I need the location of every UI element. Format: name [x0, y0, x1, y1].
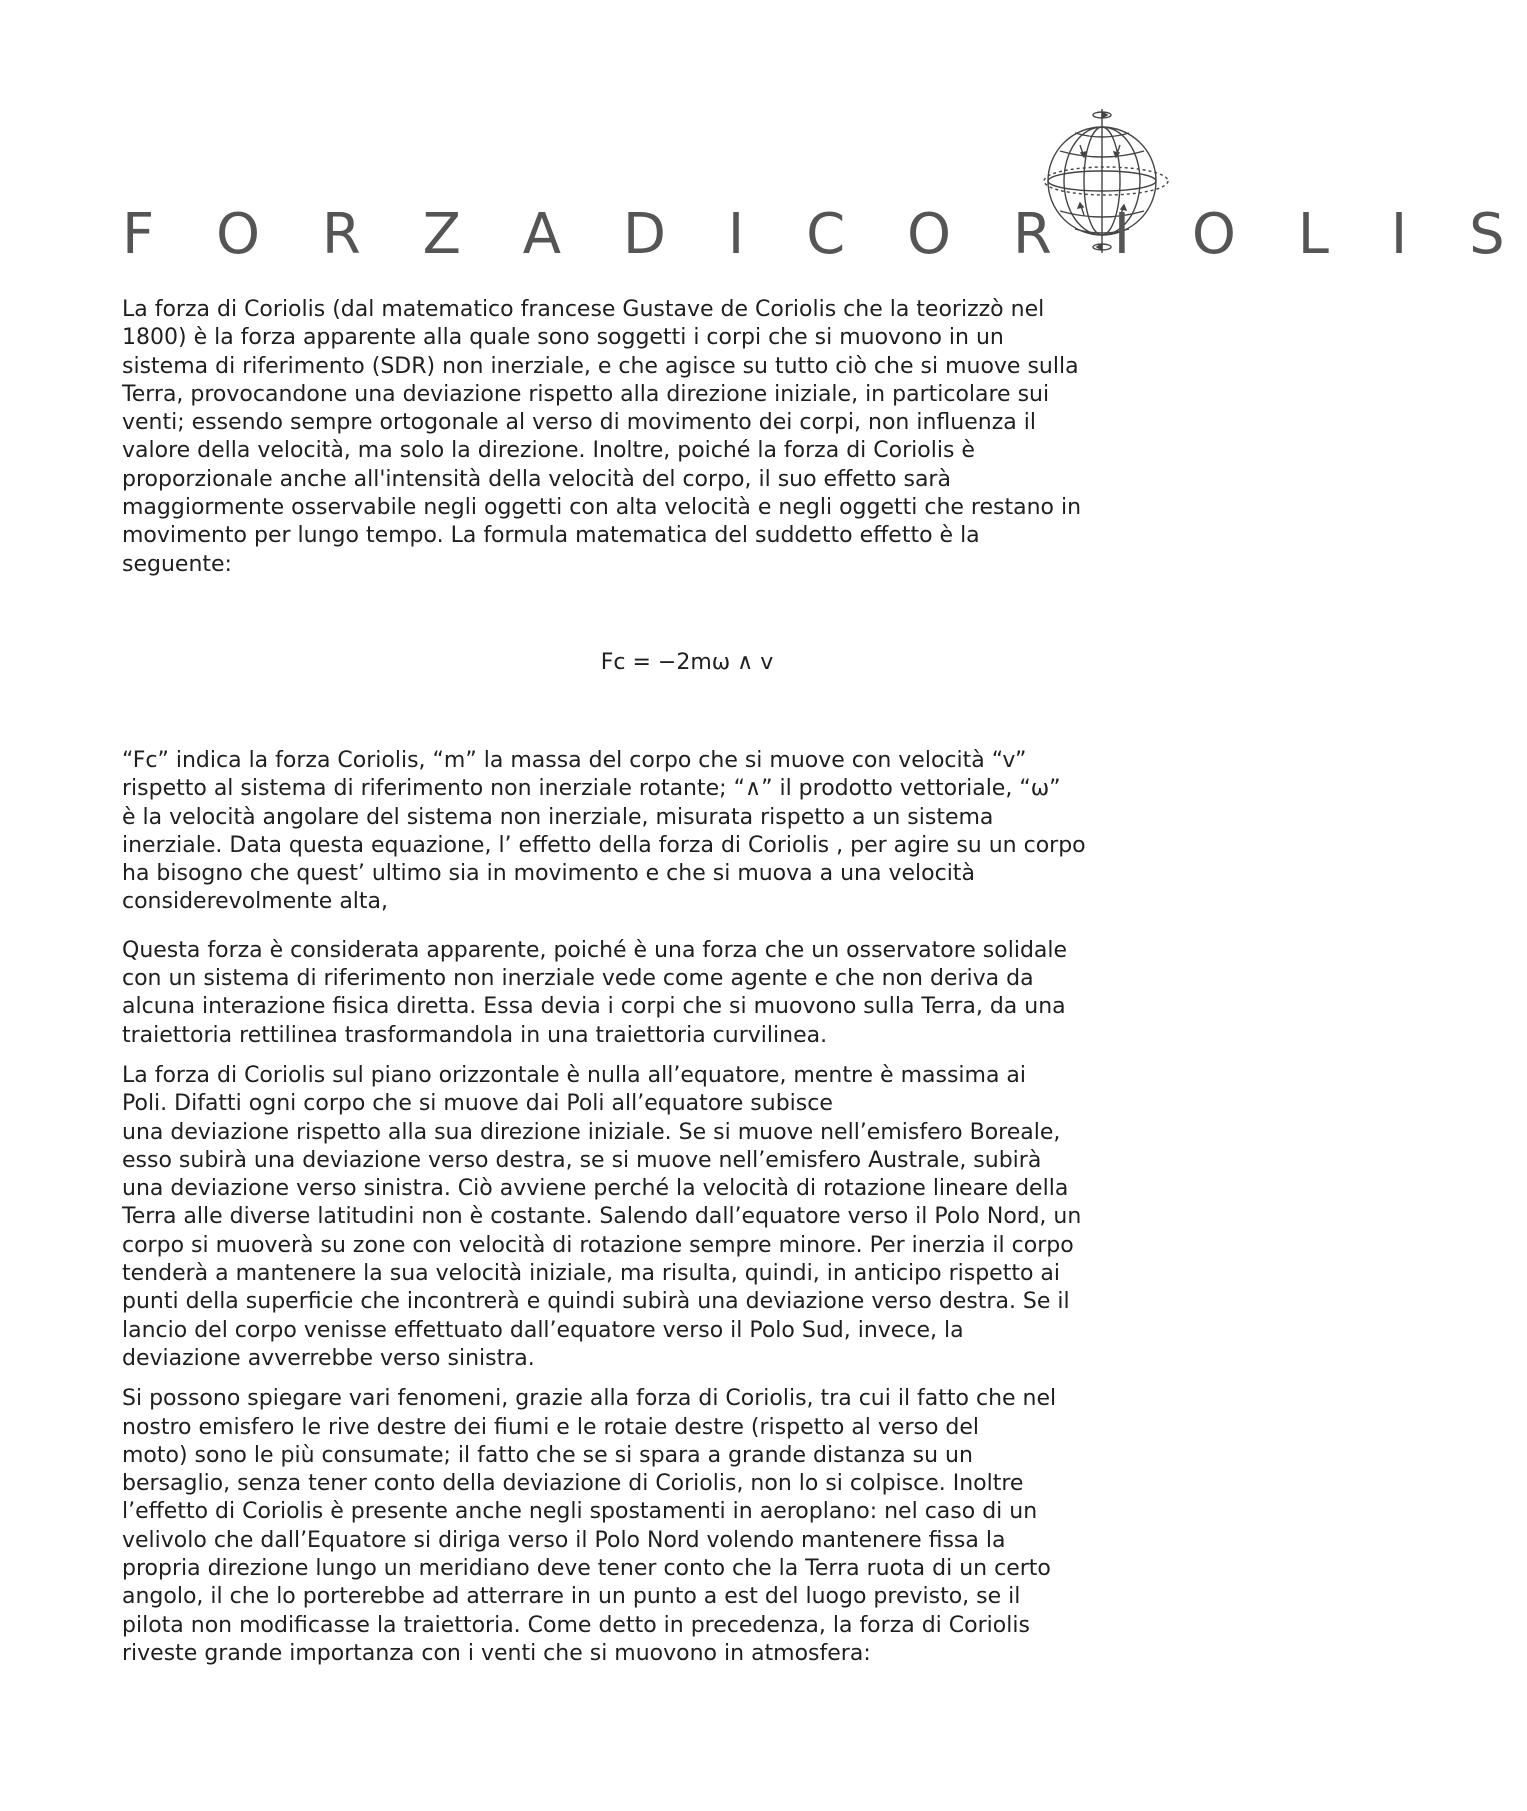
phenomena-paragraph: Si possono spiegare vari fenomeni, grazie alla forza di Coriolis, tra cui il fatto che nel nostro emisfero le rive destre dei fiumi e le rotaie destre (rispetto al verso del moto) sono le più consumate; il fatto che se si spara a grande distanza su un bersaglio, senza tener conto della deviazione di Coriolis, non lo si colpisce. Inoltre l’effetto di Coriolis è presente anche negli spostamenti in aeroplano: nel caso di un velivolo che dall’Equatore si diriga verso il Polo Nord volendo mantenere fissa la propria direzione lungo un meridiano deve tener conto che la Terra ruota di un certo angolo, il che lo porterebbe ad atterrare in un punto a est del luogo previsto, se il pilota non modificasse la traiettoria. Come detto in precedenza, la forza di Coriolis riveste grande importanza con i venti che si muovono in atmosfera:	[122, 1386, 1057, 1666]
page-title: F O R Z A D I C O R I O L I S	[122, 202, 1527, 267]
apparent-force-paragraph: Questa forza è considerata apparente, poiché è una forza che un osservatore solidale con un sistema di riferimento non inerziale vede come agente e che non deriva da alcuna interazione fisica diretta. Essa devia i corpi che si muovono sulla Terra, da una traiettoria rettilinea trasformandola in una traiettoria curvilinea.	[122, 937, 1068, 1048]
document-body	[122, 296, 1172, 1668]
coriolis-formula: Fc = −2mω ∧ v	[600, 649, 774, 675]
intro-paragraph: La forza di Coriolis (dal matematico francese Gustave de Coriolis che la teorizzò nel 1800) è la forza apparente alla quale sono soggetti i corpi che si muovono in un sistema di riferimento (SDR) non inerziale, e che agisce su tutto ciò che si muove sulla Terra, provocandone una deviazione rispetto alla direzione iniziale, in particolare sui venti; essendo sempre ortogonale al verso di movimento dei corpi, non influenza il valore della velocità, ma solo la direzione. Inoltre, poiché la forza di Coriolis è proporzionale anche all'intensità della velocità del corpo, il suo effetto sarà maggiormente osservabile negli oggetti con alta velocità e negli oggetti che restano in movimento per lungo tempo. La formula matematica del suddetto effetto è la seguente:	[122, 297, 1082, 577]
definitions-paragraph: “Fc” indica la forza Coriolis, “m” la massa del corpo che si muove con velocità “v” rispetto al sistema di riferimento non inerziale rotante; “∧” il prodotto vettoriale, “ω” è la velocità angolare del sistema non inerziale, misurata rispetto a un sistema inerziale. Data questa equazione, l’ effetto della forza di Coriolis , per agire su un corpo ha bisogno che quest’ ultimo sia in movimento e che si muova a una velocità considerevolmente alta,	[122, 747, 1086, 915]
equator-poles-paragraph: La forza di Coriolis sul piano orizzontale è nulla all’equatore, mentre è massima ai Poli. Difatti ogni corpo che si muove dai Poli all’equatore subisce una deviazione rispetto alla sua direzione iniziale. Se si muove nell’emisfero Boreale, esso subirà una deviazione verso destra, se si muove nell’emisfero Australe, subirà una deviazione verso sinistra. Ciò avviene perché la velocità di rotazione lineare della Terra alle diverse latitudini non è costante. Salendo dall’equatore verso il Polo Nord, un corpo si muoverà su zone con velocità di rotazione sempre minore. Per inerzia il corpo tenderà a mantenere la sua velocità iniziale, ma risulta, quindi, in anticipo rispetto ai punti della superficie che incontrerà e quindi subirà una deviazione verso destra. Se il lancio del corpo venisse effettuato dall’equatore verso il Polo Sud, invece, la deviazione avverrebbe verso sinistra.	[122, 1062, 1082, 1371]
